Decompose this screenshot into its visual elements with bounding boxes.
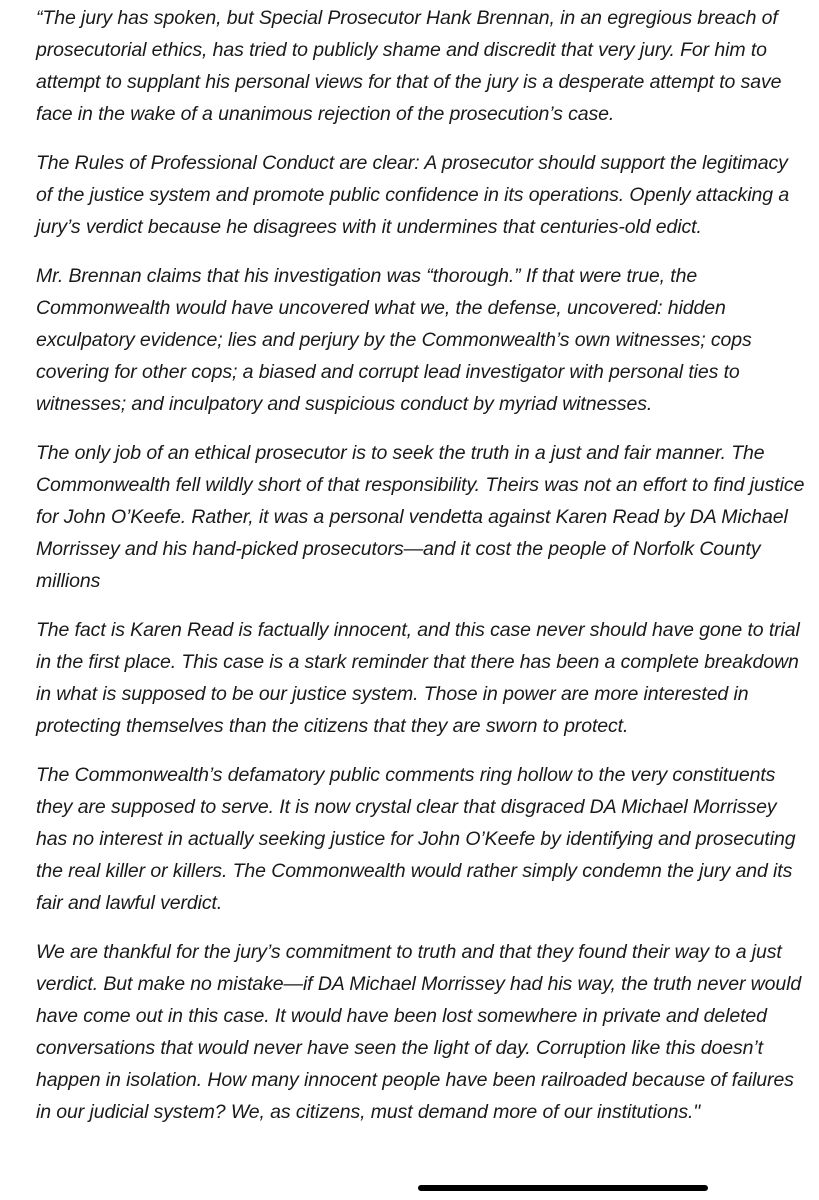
home-indicator-bar[interactable] (418, 1185, 708, 1191)
paragraph-investigation-claims: Mr. Brennan claims that his investigation was “thorough.” If that were true, the Commonwealth would have uncovered what we, the defense, uncovered: hidden exculpatory evidence; lies and perjury by the Commonwealth’s own witnesses; cops covering for other cops; a biased and corrupt lead investigator with personal ties to witnesses; and inculpatory and suspicious conduct by myriad witnesses. (36, 265, 752, 415)
paragraph-defamatory-comments: The Commonwealth’s defamatory public comments ring hollow to the very constituents they are supposed to serve. It is now crystal clear that disgraced DA Michael Morrissey has no interest in actually seeking justice for John O’Keefe by identifying and prosecuting the real killer or killers. The Commonwealth would rather simply condemn the jury and its fair and lawful verdict. (36, 764, 796, 914)
statement-document (36, 0, 806, 1145)
paragraph-jury-has-spoken: “The jury has spoken, but Special Prosecutor Hank Brennan, in an egregious breach of prosecutorial ethics, has tried to publicly shame and discredit that very jury. For him to attempt to supplant his personal views for that of the jury is a desperate attempt to save face in the wake of a unanimous rejection of the prosecution’s case. (36, 7, 782, 125)
paragraph-rules-of-conduct: The Rules of Professional Conduct are clear: A prosecutor should support the legitimacy of the justice system and promote public confidence in its operations. Openly attacking a jury’s verdict because he disagrees with it undermines that centuries-old edict. (36, 152, 790, 238)
paragraph-thankful-jury: We are thankful for the jury’s commitment to truth and that they found their way to a just verdict. But make no mistake—if DA Michael Morrissey had his way, the truth never would have come out in this case. It would have been lost somewhere in private and deleted conversations that would never have seen the light of day. Corruption like this doesn’t happen in isolation. How many innocent people have been railroaded because of failures in our judicial system? We, as citizens, must demand more of our institutions." (36, 941, 802, 1123)
paragraph-ethical-prosecutor: The only job of an ethical prosecutor is to seek the truth in a just and fair manner. The Commonwealth fell wildly short of that responsibility. Theirs was not an effort to find justice for John O’Keefe. Rather, it was a personal vendetta against Karen Read by DA Michael Morrissey and his hand-picked prosecutors—and it cost the people of Norfolk County millions (36, 442, 805, 592)
paragraph-factually-innocent: The fact is Karen Read is factually innocent, and this case never should have gone to trial in the first place. This case is a stark reminder that there has been a complete breakdown in what is supposed to be our justice system. Those in power are more interested in protecting themselves than the citizens that they are sworn to protect. (36, 619, 800, 737)
